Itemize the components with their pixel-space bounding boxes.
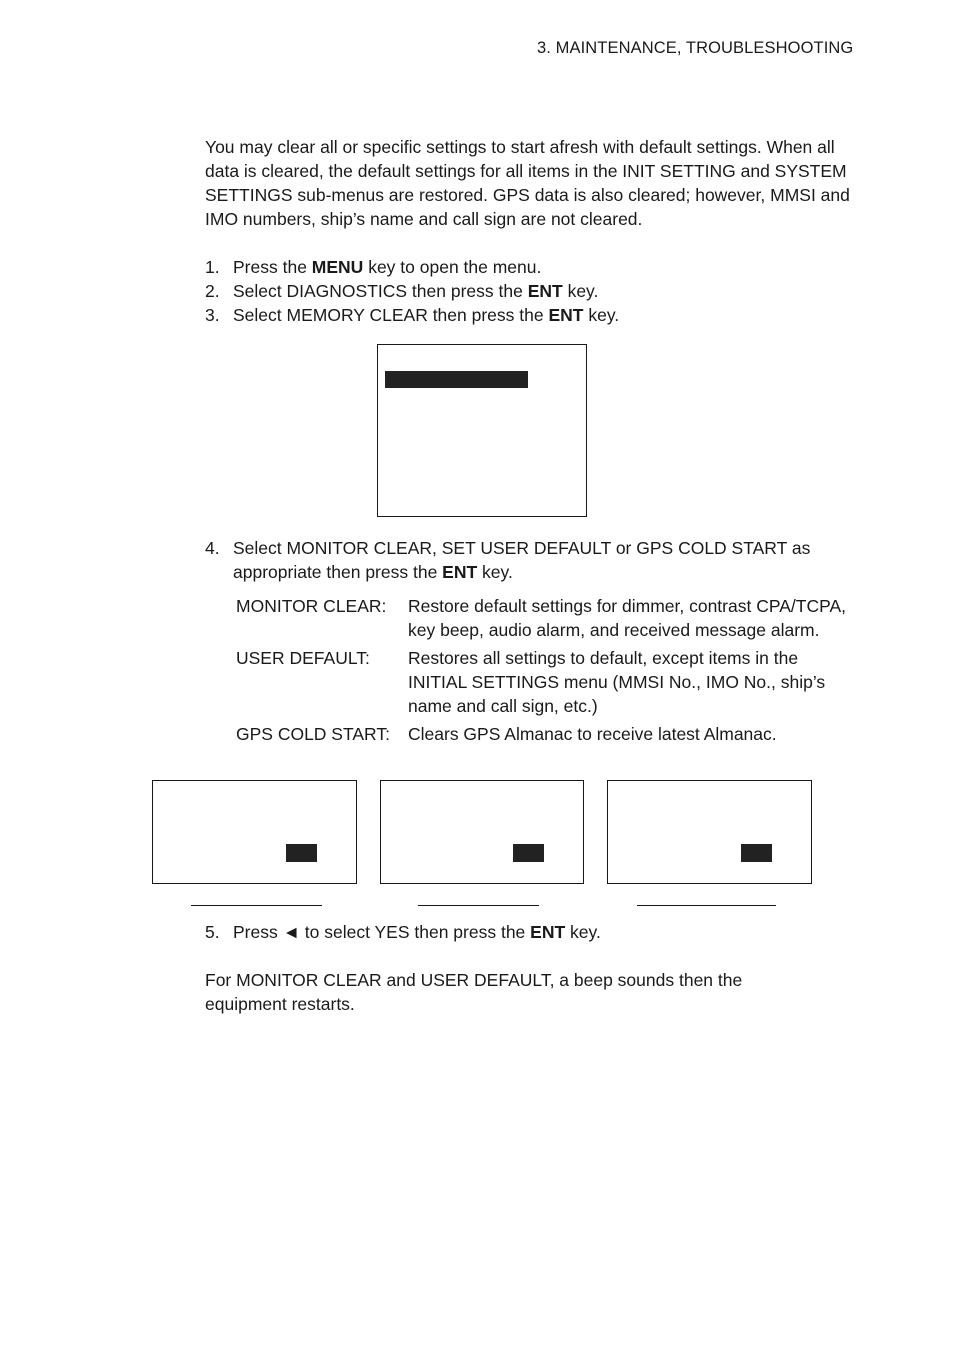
step-number: 5. — [205, 922, 220, 942]
definition-term: USER DEFAULT: — [236, 648, 370, 668]
definition-term: GPS COLD START: — [236, 724, 390, 744]
no-option-highlight — [741, 844, 772, 862]
menu-key-label: MENU — [311, 257, 364, 277]
ent-key-label: ENT — [548, 305, 584, 325]
menu-highlight-bar — [385, 371, 528, 388]
step-number: 3. — [205, 305, 220, 325]
ent-key-label: ENT — [442, 562, 478, 582]
definition-term: MONITOR CLEAR: — [236, 596, 387, 616]
ent-key-label: ENT — [530, 922, 566, 942]
step-4: 4. Select MONITOR CLEAR, SET USER DEFAULT or GPS COLD START as appropriate then press the ENT key. — [205, 538, 811, 582]
step-number: 4. — [205, 538, 220, 558]
definition-description: Clears GPS Almanac to receive latest Almanac. — [408, 724, 777, 744]
caption-underline — [191, 905, 322, 906]
step-number: 1. — [205, 257, 220, 277]
running-header: 3. MAINTENANCE, TROUBLESHOOTING — [537, 39, 854, 57]
step-5: 5. Press ◄ to select YES then press the ENT key. — [205, 922, 601, 942]
gps-cold-start-confirm-screen — [607, 780, 812, 884]
step-3: 3. Select MEMORY CLEAR then press the ENT key. — [205, 305, 620, 325]
no-option-highlight — [513, 844, 544, 862]
step-1: 1. Press the MENU key to open the menu. — [205, 257, 542, 277]
definition-gps-cold-start — [236, 722, 853, 746]
no-option-highlight — [286, 844, 317, 862]
definition-description: Restores all settings to default, except items in the INITIAL SETTINGS menu (MMSI No., IMO No., ship’s name and call sign, etc.) — [408, 648, 826, 716]
memory-clear-screen-illustration — [377, 344, 587, 517]
closing-paragraph: For MONITOR CLEAR and USER DEFAULT, a beep sounds then the equipment restarts. — [205, 970, 743, 1014]
monitor-clear-confirm-screen — [152, 780, 357, 884]
intro-paragraph: You may clear all or specific settings to start afresh with default settings. When all data is cleared, the default settings for all items in the INIT SETTING and SYSTEM SETTINGS sub-menus are restored. GPS data is also cleared; however, MMSI and IMO numbers, ship’s name and call sign are not cleared. — [205, 137, 850, 229]
step-number: 2. — [205, 281, 220, 301]
definition-description: Restore default settings for dimmer, contrast CPA/TCPA, key beep, audio alarm, and received message alarm. — [408, 596, 846, 640]
user-default-confirm-screen — [380, 780, 584, 884]
ent-key-label: ENT — [527, 281, 563, 301]
definition-user-default — [236, 646, 853, 718]
step-2: 2. Select DIAGNOSTICS then press the ENT key. — [205, 281, 599, 301]
definition-list — [236, 594, 853, 750]
caption-underline — [418, 905, 539, 906]
caption-underline — [637, 905, 776, 906]
definition-monitor-clear — [236, 594, 853, 642]
